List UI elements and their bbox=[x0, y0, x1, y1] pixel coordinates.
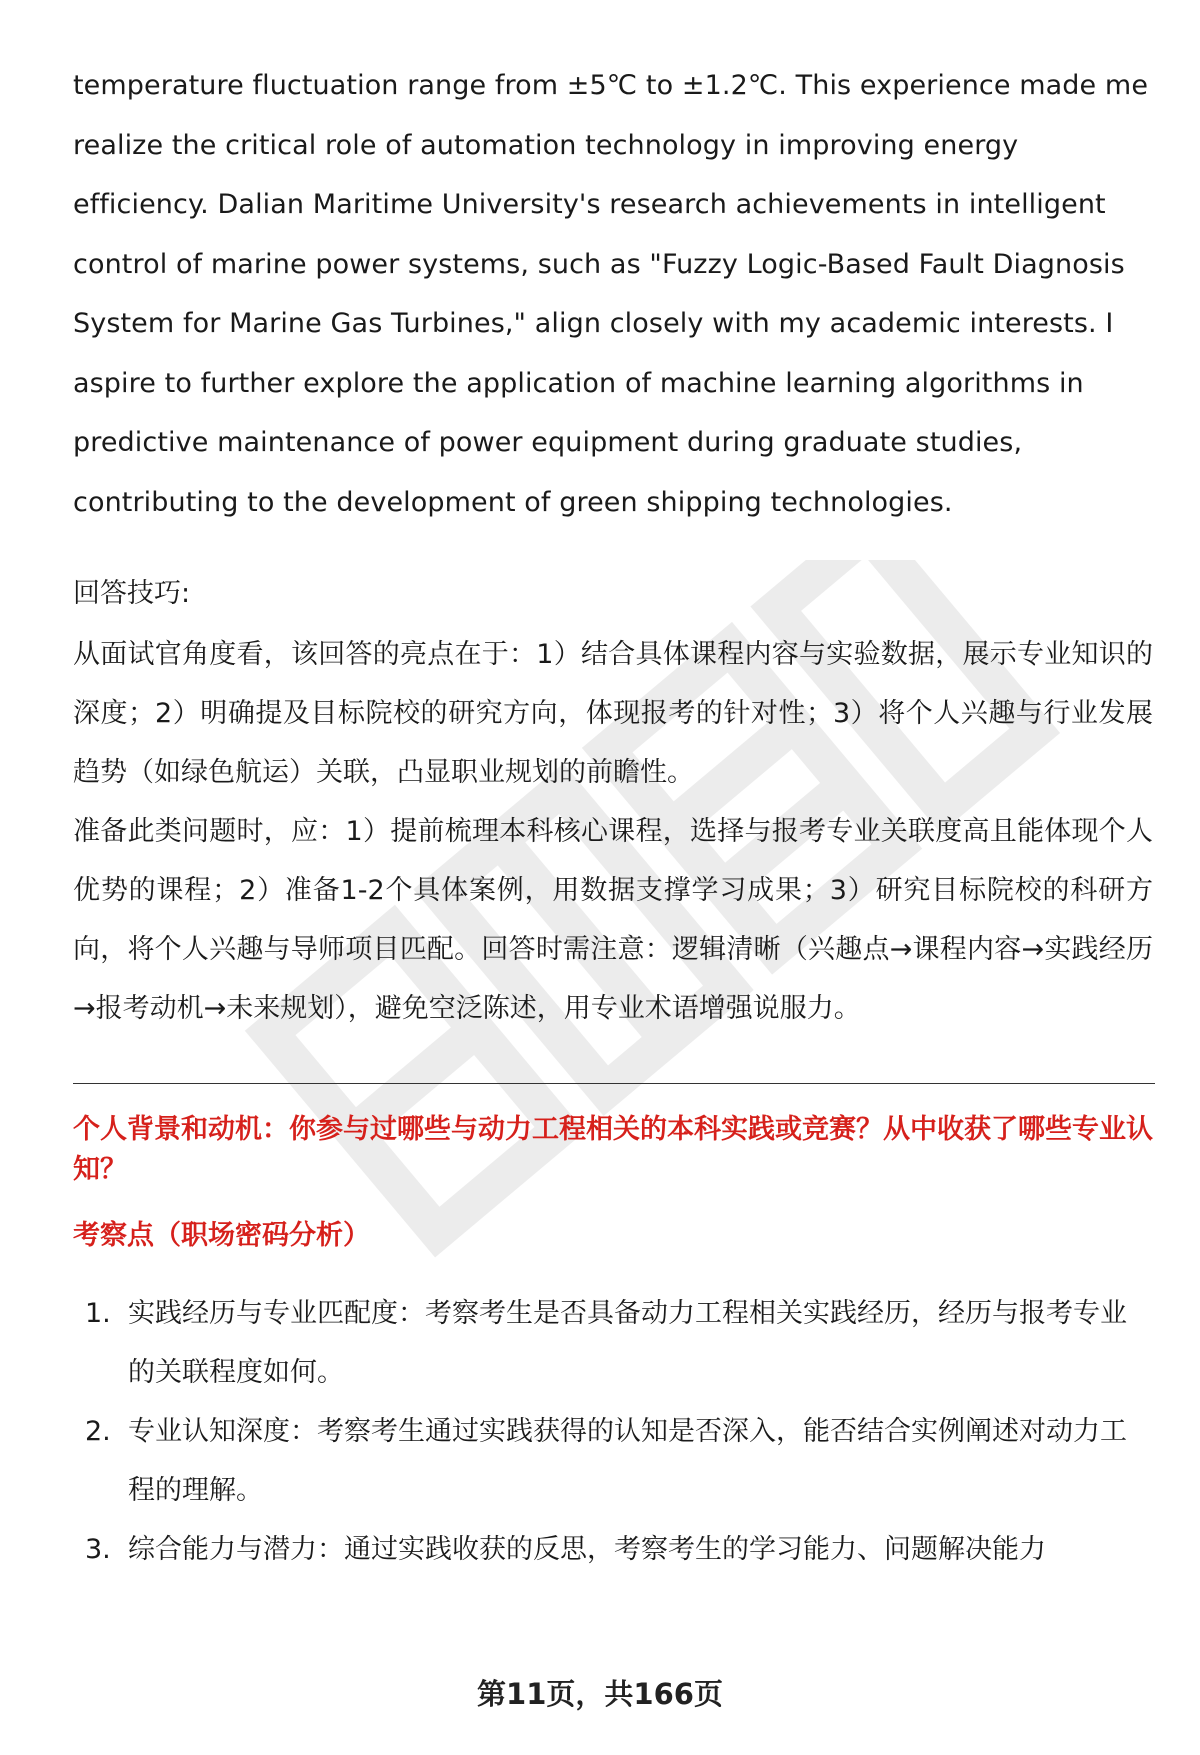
tips-paragraph-2: 准备此类问题时，应：1）提前梳理本科核心课程，选择与报考专业关联度高且能体现个人优势的课程；2）准备1-2个具体案例，用数据支撑学习成果；3）研究目标院校的科研方向，将个人兴趣与导师项目匹配。回答时需注意：逻辑清晰（兴趣点→课程内容→实践经历→报考动机→未来规划），避免空泛陈述，用专业术语增强说服力。 bbox=[73, 816, 1153, 1024]
list-item-number: 1. bbox=[85, 1298, 111, 1329]
list-item-text: 专业认知深度：考察考生通过实践获得的认知是否深入，能否结合实例阐述对动力工程的理解。 bbox=[128, 1416, 1127, 1506]
list-item-number: 3. bbox=[85, 1534, 111, 1565]
list-item bbox=[73, 1520, 1153, 1579]
section-divider bbox=[73, 1083, 1155, 1084]
document-page bbox=[73, 56, 1153, 1579]
tips-paragraph-1: 从面试官角度看，该回答的亮点在于：1）结合具体课程内容与实验数据，展示专业知识的深度；2）明确提及目标院校的研究方向，体现报考的针对性；3）将个人兴趣与行业发展趋势（如绿色航运）关联，凸显职业规划的前瞻性。 bbox=[73, 639, 1153, 788]
assessment-list bbox=[73, 1284, 1153, 1579]
list-item bbox=[73, 1284, 1153, 1402]
question-heading: 个人背景和动机：你参与过哪些与动力工程相关的本科实践或竞赛？从中收获了哪些专业认知？ bbox=[73, 1114, 1153, 1185]
list-item-text: 综合能力与潜力：通过实践收获的反思，考察考生的学习能力、问题解决能力 bbox=[128, 1534, 1046, 1565]
tips-label: 回答技巧: bbox=[73, 578, 191, 609]
page-number-footer: 第11页，共166页 bbox=[477, 1677, 723, 1711]
assessment-heading: 考察点（职场密码分析） bbox=[73, 1220, 370, 1251]
list-item-text: 实践经历与专业匹配度：考察考生是否具备动力工程相关实践经历，经历与报考专业的关联程度如何。 bbox=[128, 1298, 1127, 1388]
list-item-number: 2. bbox=[85, 1416, 111, 1447]
list-item bbox=[73, 1402, 1153, 1520]
english-paragraph: temperature fluctuation range from ±5℃ to ±1.2℃. This experience made me realize the critical role of automation technology in improving energy efficiency. Dalian Maritime University's research achievements in intelligent control of marine power systems, such as "Fuzzy Logic-Based Fault Diagnosis System for Marine Gas Turbines," align closely with my academic interests. I aspire to further explore the application of machine learning algorithms in predictive maintenance of power equipment during graduate studies, contributing to the development of green shipping technologies. bbox=[73, 70, 1149, 518]
